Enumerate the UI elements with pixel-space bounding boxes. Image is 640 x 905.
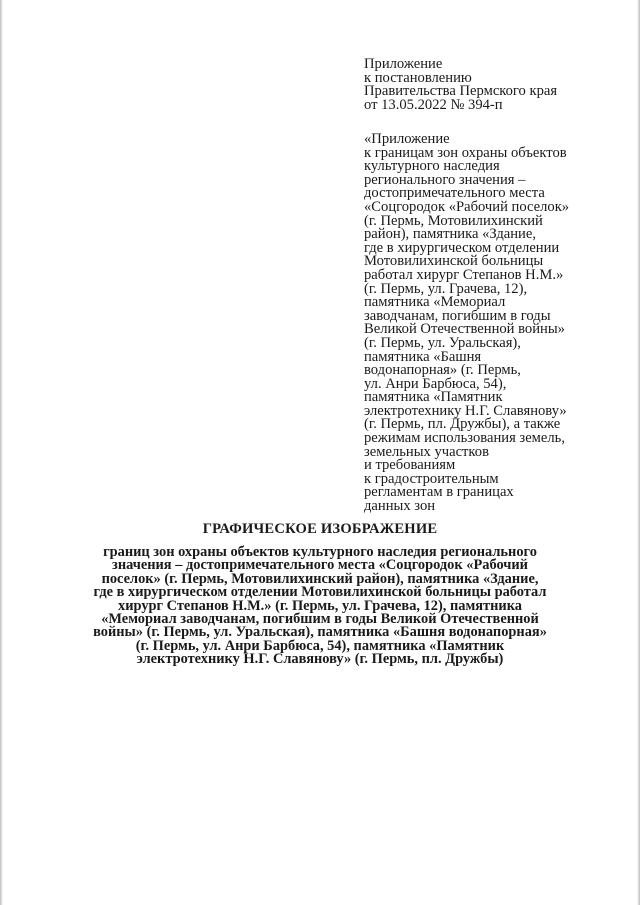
appendix-line: к границам зон охраны объектов xyxy=(364,144,567,161)
document-subtitle xyxy=(0,546,640,667)
appendix-line: район), памятника «Здание, xyxy=(364,226,536,243)
appendix-line: «Приложение xyxy=(364,131,450,147)
appendix-line: (г. Пермь, Мотовилихинский xyxy=(364,212,543,229)
appendix-line: заводчанам, погибшим в годы xyxy=(364,307,551,324)
appendix-line: и требованиям xyxy=(364,457,456,474)
appendix-line: «Соцгородок «Рабочий поселок» xyxy=(364,198,570,215)
subtitle-line: войны» (г. Пермь, ул. Уральская), памятника «Башня водонапорная» xyxy=(93,624,547,641)
appendix-line: электротехнику Н.Г. Славянову» xyxy=(364,402,567,419)
appendix-line: (г. Пермь, ул. Грачева, 12), xyxy=(364,280,528,297)
appendix-line: режимам использования земель, xyxy=(364,430,565,447)
appendix-line: ул. Анри Барбюса, 54), xyxy=(364,375,507,392)
appendix-line: Великой Отечественной войны» xyxy=(364,321,565,338)
appendix-line: водонапорная» (г. Пермь, xyxy=(364,362,521,379)
scan-edge-left xyxy=(0,0,3,905)
header-line: Приложение xyxy=(364,56,443,72)
appendix-line: культурного наследия xyxy=(364,158,500,175)
appendix-line: памятника «Мемориал xyxy=(364,294,506,311)
appendix-line: памятника «Памятник xyxy=(364,389,503,406)
appendix-line: работал хирург Степанов Н.М.» xyxy=(364,266,564,283)
appendix-line: (г. Пермь, пл. Дружбы), а также xyxy=(364,416,561,433)
subtitle-line: поселок» (г. Пермь, Мотовилихинский район), памятника «Здание, xyxy=(101,570,539,587)
appendix-note xyxy=(364,133,569,514)
appendix-line: Мотовилихинской больницы xyxy=(364,253,544,270)
subtitle-line: значения – достопримечательного места «Соцгородок «Рабочий xyxy=(112,557,528,574)
appendix-line: к градостроительным xyxy=(364,470,499,487)
header-line: от 13.05.2022 № 394-п xyxy=(364,96,503,113)
subtitle-line: «Мемориал заводчанам, погибшим в годы Великой Отечественной xyxy=(101,611,539,628)
header-line: Правительства Пермского края xyxy=(364,83,558,100)
appendix-line: данных зон xyxy=(364,498,436,515)
document-title: ГРАФИЧЕСКОЕ ИЗОБРАЖЕНИЕ xyxy=(202,521,438,537)
appendix-line: где в хирургическом отделении xyxy=(364,239,560,256)
subtitle-line: где в хирургическом отделении Мотовилихинской больницы работал xyxy=(93,584,547,601)
subtitle-line: хирург Степанов Н.М.» (г. Пермь, ул. Грачева, 12), памятника xyxy=(118,597,522,614)
subtitle-line: электротехнику Н.Г. Славянову» (г. Пермь, пл. Дружбы) xyxy=(136,651,504,668)
subtitle-line: (г. Пермь, ул. Анри Барбюса, 54), памятника «Памятник xyxy=(135,637,505,654)
subtitle-line: границ зон охраны объектов культурного наследия регионального xyxy=(103,544,537,560)
appendix-line: земельных участков xyxy=(364,443,489,460)
appendix-line: регионального значения – xyxy=(364,171,526,188)
appendix-line: (г. Пермь, ул. Уральская), xyxy=(364,334,521,351)
header-attachment-note xyxy=(364,58,557,112)
appendix-line: достопримечательного места xyxy=(364,185,545,202)
appendix-line: регламентам в границах xyxy=(364,484,514,501)
header-line: к постановлению xyxy=(364,69,472,86)
appendix-line: памятника «Башня xyxy=(364,348,482,365)
